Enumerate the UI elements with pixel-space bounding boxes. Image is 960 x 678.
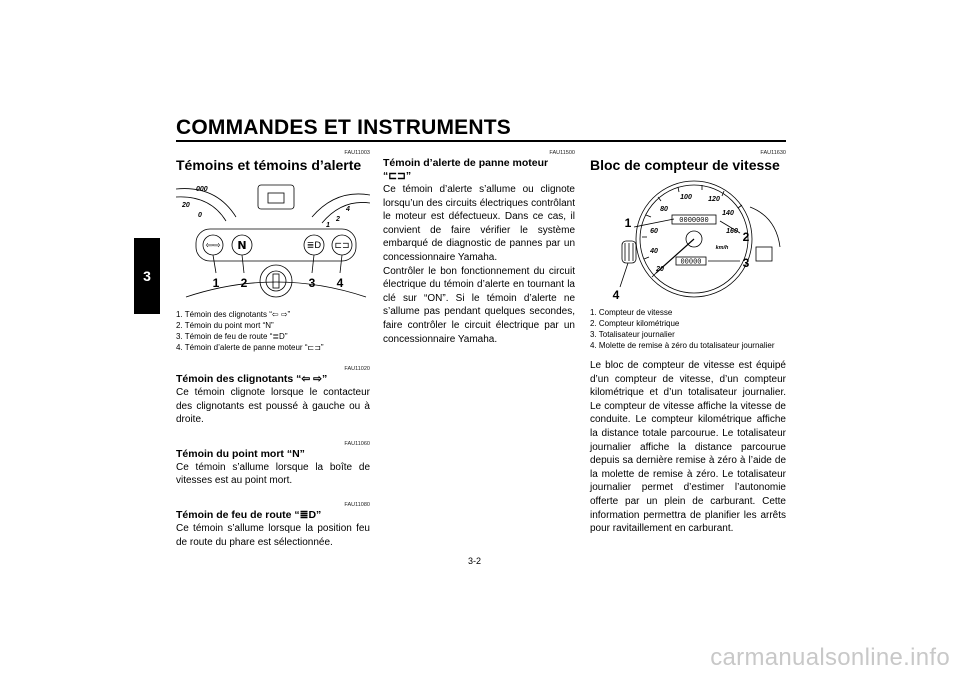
subsection-title-neutral: Témoin du point mort “N” — [176, 447, 305, 460]
caption-item: 4. Molette de remise à zéro du totalisateur journalier — [590, 341, 775, 350]
caption-item: 2. Témoin du point mort “N” — [176, 321, 274, 330]
paragraph-high-beam: Ce témoin s’allume lorsque la position feu de route du phare est sélectionnée. — [176, 522, 370, 548]
reference-code: FAU11020 — [344, 366, 370, 372]
chapter-tab — [134, 238, 160, 314]
svg-text:20: 20 — [182, 202, 190, 209]
paragraph-neutral: Ce témoin s’allume lorsque la boîte de vitesses est au point mort. — [176, 461, 370, 487]
caption-item: 3. Totalisateur journalier — [590, 330, 675, 339]
figure-label-2: 2 — [742, 230, 750, 244]
svg-text:4: 4 — [346, 206, 350, 213]
subsection-title-engine-trouble: Témoin d’alerte de panne moteur “⊏⊐” — [383, 157, 549, 182]
reference-code: FAU11060 — [344, 440, 370, 447]
figure-label-3: 3 — [742, 256, 750, 270]
reference-code: FAU11080 — [344, 501, 370, 508]
odometer-digits: 0000000 — [679, 217, 709, 225]
caption-item: 1. Témoin des clignotants “⇦ ⇨” — [176, 310, 291, 319]
gauge-number: 120 — [708, 196, 720, 203]
gauge-number: 80 — [660, 206, 668, 213]
speedometer-figure — [590, 177, 786, 305]
svg-text:000: 000 — [196, 186, 208, 193]
caption-item: 1. Compteur de vitesse — [590, 308, 673, 317]
header-rule — [176, 140, 786, 142]
section-title-speedometer: Bloc de compteur de vitesse — [590, 157, 780, 173]
gauge-number: 20 — [656, 266, 664, 273]
figure-label-4: 4 — [612, 288, 620, 302]
figure-label-1: 1 — [212, 276, 220, 290]
svg-text:⇦⇨: ⇦⇨ — [205, 241, 221, 251]
column-right — [590, 150, 786, 536]
svg-text:≣D: ≣D — [306, 241, 322, 251]
gauge-number: 40 — [650, 248, 658, 255]
caption-item: 2. Compteur kilométrique — [590, 319, 680, 328]
svg-text:N: N — [237, 239, 247, 252]
svg-text:2: 2 — [336, 216, 340, 223]
gauge-number: 160 — [726, 228, 738, 235]
paragraph-speedometer: Le bloc de compteur de vitesse est équipé d’un compteur de vitesse, d’un compteur kilométrique et d’un totalisateur journalier. Le compteur de vitesse affiche la vitesse de conduite. Le compteur kilométrique affiche la distance totale parcourue. Le totalisateur journalier affiche la distance parcourue depuis sa dernière remise à zéro à l’aide de la molette de remise à zéro. Le totalisateur journalier permet d’estimer l’autonomie offerte par un plein de carburant. Cette information permettra de planifier les arrêts pour ravitaillement en carburant. — [590, 360, 786, 535]
figure-label-3: 3 — [308, 276, 316, 290]
reference-code: FAU11003 — [344, 150, 370, 156]
watermark: carmanualsonline.info — [710, 644, 950, 671]
gauge-number: 60 — [650, 228, 658, 235]
paragraph-engine-trouble-2: Contrôler le bon fonctionnement du circuit électrique du témoin d’alerte en tournant la clé sur “ON”. Si le témoin d’alerte ne s’allume pas pendant quelques secondes, faire contrôler le circuit électrique par un concessionnaire Yamaha. — [383, 265, 575, 345]
paragraph-turn-signal: Ce témoin clignote lorsque le contacteur des clignotants est poussé à gauche ou à droite. — [176, 387, 370, 426]
figure-captions — [590, 307, 786, 351]
page-title: COMMANDES ET INSTRUMENTS — [176, 116, 511, 139]
gauge-number: 100 — [680, 194, 692, 201]
svg-text:⊏⊐: ⊏⊐ — [334, 241, 350, 251]
subsection-title-turn-signal: Témoin des clignotants “⇦ ⇨” — [176, 373, 328, 385]
reference-code: FAU11500 — [549, 150, 575, 156]
subsection-title-high-beam: Témoin de feu de route “≣D” — [176, 508, 322, 521]
figure-label-4: 4 — [336, 276, 344, 290]
chapter-number: 3 — [143, 268, 151, 284]
tripmeter-digits: 00000 — [680, 258, 702, 267]
figure-label-2: 2 — [240, 276, 248, 290]
gauge-number: 140 — [722, 210, 734, 217]
svg-text:1: 1 — [326, 222, 330, 229]
paragraph-engine-trouble-1: Ce témoin d’alerte s’allume ou clignote lorsqu’un des circuits électriques contrôlant le moteur est défectueux. Dans ce cas, il convient de faire vérifier le système embarqué de diagnostic de pannes par un concessionnaire Yamaha. — [383, 184, 575, 263]
figure-label-1: 1 — [624, 216, 632, 230]
column-middle — [383, 150, 575, 346]
column-left — [176, 150, 370, 549]
page-number: 3-2 — [468, 556, 482, 566]
speedometer-illustration — [590, 177, 786, 305]
page-header — [176, 116, 786, 140]
dashboard-illustration — [176, 177, 370, 307]
caption-item: 3. Témoin de feu de route “≣D” — [176, 332, 288, 341]
section-title-indicators: Témoins et témoins d’alerte — [176, 157, 362, 173]
svg-text:0: 0 — [198, 212, 202, 219]
figure-captions — [176, 309, 370, 353]
indicator-lights-figure — [176, 177, 370, 307]
reference-code: FAU11630 — [760, 150, 786, 156]
gauge-unit: km/h — [715, 245, 729, 251]
caption-item: 4. Témoin d’alerte de panne moteur “⊏⊐” — [176, 343, 324, 352]
